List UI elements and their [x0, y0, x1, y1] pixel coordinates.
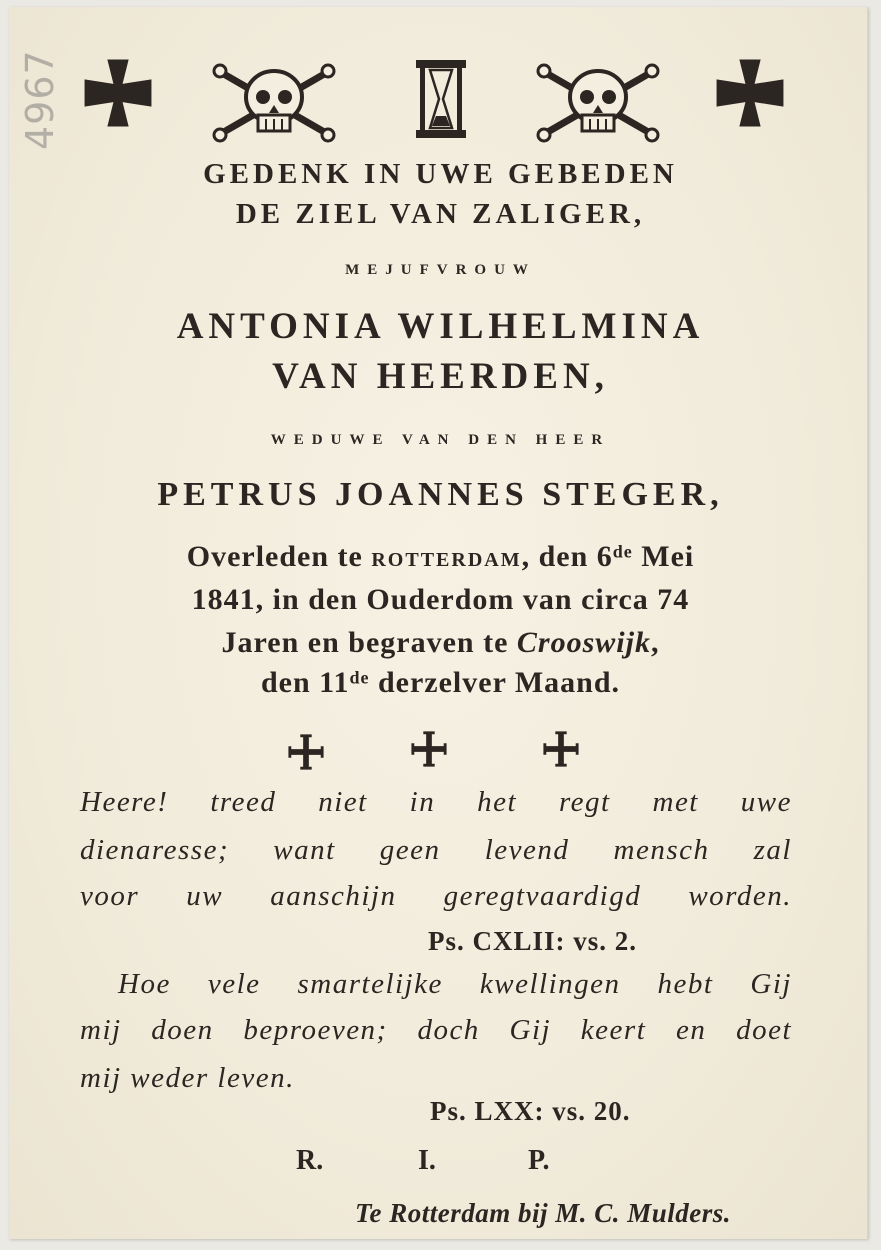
cross-patee-icon	[712, 55, 788, 131]
death-line-2: 1841, in den Ouderdom van circa 74	[191, 583, 690, 616]
verse-2-line-2: mij doen beproeven; doch Gij keert en doet	[80, 1014, 792, 1046]
rip-p: P.	[528, 1145, 550, 1176]
skull-crossbones-icon	[536, 63, 660, 143]
relation-text: WEDUWE VAN DEN HEER	[270, 432, 611, 448]
cross-patee-icon	[80, 55, 156, 131]
memorial-card	[9, 7, 868, 1239]
husband-name: PETRUS JOANNES STEGER,	[157, 476, 724, 513]
verse-2-line-1: Hoe vele smartelijke kwellingen hebt Gij	[118, 968, 792, 1000]
title-mejufvrouw: MEJUFVROUW	[345, 262, 536, 278]
death-place: ROTTERDAM	[371, 549, 522, 571]
rip-r: R.	[296, 1145, 324, 1176]
verse-1-reference: Ps. CXLII: vs. 2.	[428, 926, 638, 956]
verse-1-line-2: dienaresse; want geen levend mensch zal	[80, 834, 792, 866]
cross-icon	[410, 730, 448, 768]
ornament-row	[0, 55, 881, 145]
death-line-4: den 11de derzelver Maand.	[260, 666, 621, 699]
death-line-3: Jaren en begraven te Crooswijk,	[221, 626, 660, 659]
burial-place: Crooswijk	[516, 626, 651, 659]
cross-icon	[287, 733, 325, 771]
verse-1-line-3: voor uw aanschijn geregtvaardigd worden.	[80, 880, 792, 912]
verse-2-line-3: mij weder leven.	[80, 1062, 295, 1094]
verse-2-reference: Ps. LXX: vs. 20.	[430, 1096, 631, 1126]
pencil-inventory-note: 4967	[18, 49, 62, 150]
skull-crossbones-icon	[212, 63, 336, 143]
rip-i: I.	[418, 1145, 436, 1176]
death-line-1: Overleden te ROTTERDAM, den 6de Mei	[186, 540, 695, 573]
cross-icon	[542, 730, 580, 768]
hourglass-icon	[414, 58, 468, 140]
deceased-name-line-1: ANTONIA WILHELMINA	[176, 306, 705, 347]
printer-imprint: Te Rotterdam bij M. C. Mulders.	[355, 1198, 732, 1228]
header-line-1: GEDENK IN UWE GEBEDEN	[203, 158, 678, 190]
deceased-name-line-2: VAN HEERDEN,	[272, 356, 609, 397]
header-line-2: DE ZIEL VAN ZALIGER,	[235, 198, 646, 230]
verse-1-line-1: Heere! treed niet in het regt met uwe	[80, 786, 792, 818]
